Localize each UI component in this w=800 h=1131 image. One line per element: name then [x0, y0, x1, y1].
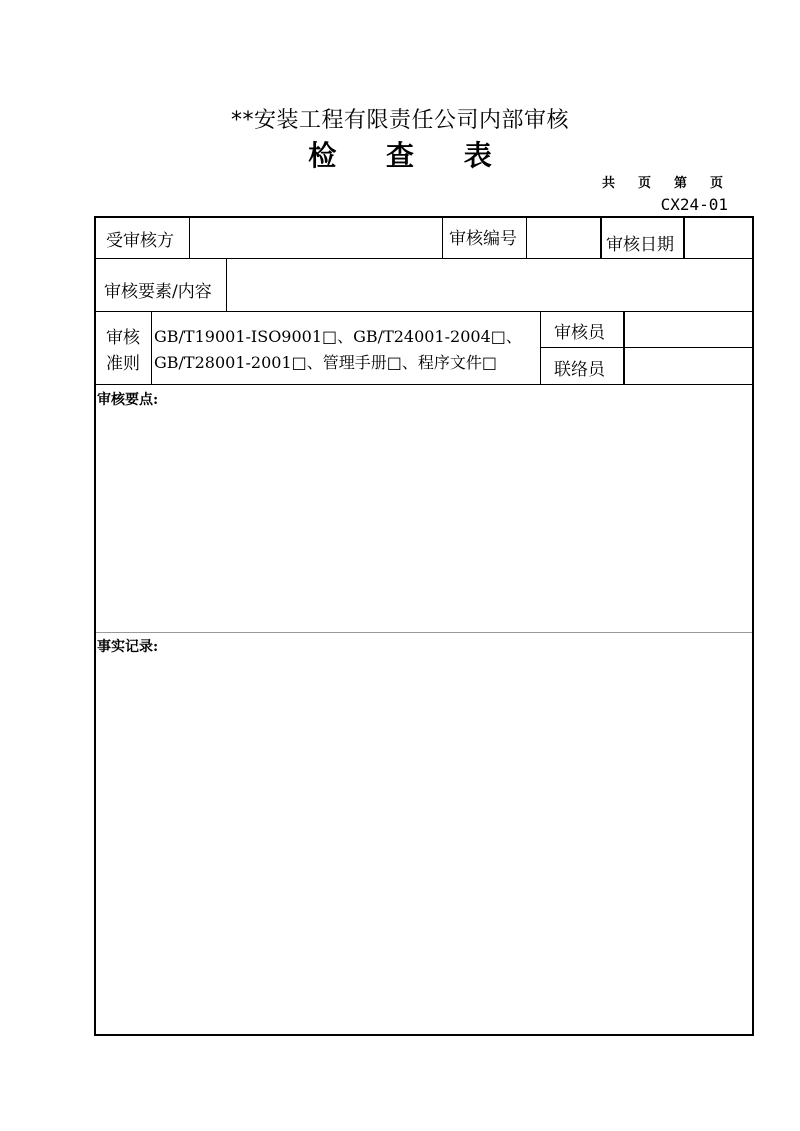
liaison-label: 联络员 [554, 360, 605, 380]
audit-date-label: 审核日期 [606, 235, 674, 255]
audit-date-field[interactable] [685, 218, 753, 258]
audited-party-field[interactable] [190, 218, 440, 258]
auditor-label: 审核员 [554, 323, 605, 343]
criteria-line1: GB/T19001-ISO9001□、GB/T24001-2004□、 [154, 327, 522, 346]
audited-party-label: 受审核方 [106, 231, 174, 251]
audit-points-area[interactable] [96, 408, 752, 632]
fact-record-area[interactable] [96, 656, 752, 1034]
row-divider [96, 384, 752, 385]
title-char-1: 检 [308, 139, 337, 172]
audit-points-label: 审核要点: [97, 392, 159, 408]
criteria-label-line2: 准则 [106, 354, 140, 374]
audit-element-label: 审核要素/内容 [104, 282, 212, 302]
divider [442, 218, 443, 258]
fact-record-label: 事实记录: [97, 639, 159, 655]
audit-element-field[interactable] [227, 259, 752, 311]
title-char-2: 查 [385, 139, 414, 172]
title-char-3: 表 [463, 139, 492, 172]
auditor-field[interactable] [625, 312, 752, 346]
page-count [602, 172, 746, 191]
audit-number-label: 审核编号 [449, 229, 517, 249]
criteria-line2: GB/T28001-2001□、管理手册□、程序文件□ [154, 353, 497, 372]
page-current-unit: 页 [710, 176, 724, 191]
document-title [0, 134, 800, 174]
liaison-field[interactable] [625, 348, 752, 383]
divider [151, 311, 152, 384]
row-divider [96, 632, 752, 633]
company-title: **安装工程有限责任公司内部审核 [230, 108, 569, 133]
divider [600, 218, 602, 258]
page-current-label: 第 [674, 176, 688, 191]
page-total-label: 共 [602, 176, 616, 191]
form-code: CX24-01 [660, 195, 728, 214]
criteria-label-line1: 审核 [106, 328, 140, 348]
audit-checklist-form [94, 216, 754, 1036]
audit-number-field[interactable] [527, 218, 600, 258]
page-total-unit: 页 [638, 176, 652, 191]
